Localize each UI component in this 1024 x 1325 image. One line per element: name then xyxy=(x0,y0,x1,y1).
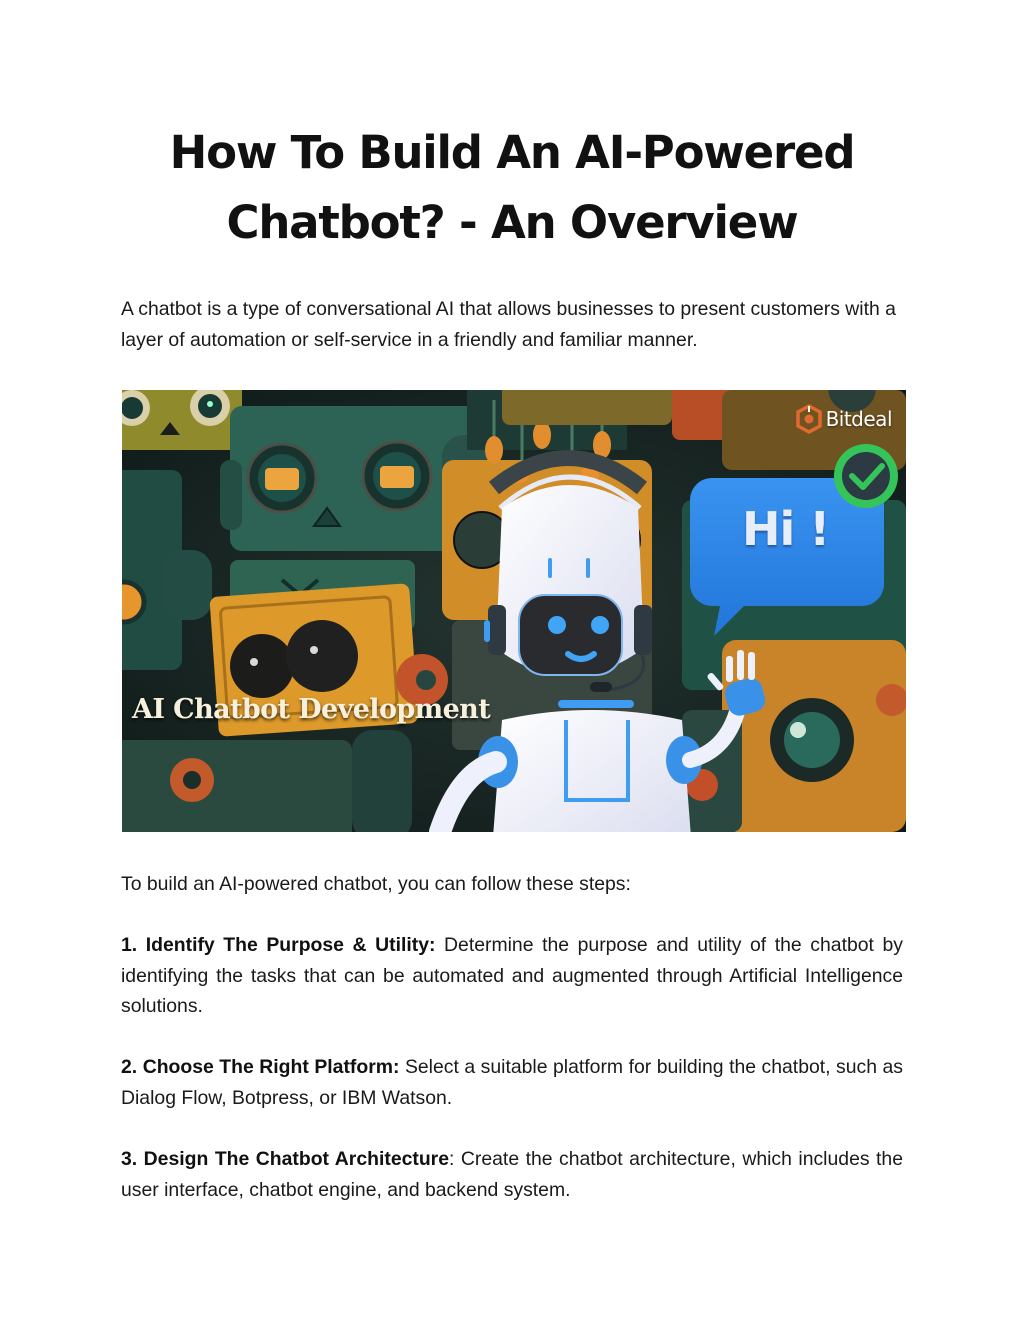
steps-intro: To build an AI-powered chatbot, you can follow these steps: xyxy=(121,873,631,895)
step-3-heading: Design The Chatbot Architecture xyxy=(143,1148,450,1170)
bitdeal-brand xyxy=(796,404,892,434)
step-2 xyxy=(121,1052,903,1113)
step-1-body: Determine the purpose and utility of the chatbot by identifying the tasks that can be automated and augmented through Artificial Intelligence solutions. xyxy=(121,934,903,1017)
step-2-heading: Choose The Right Platform: xyxy=(142,1056,400,1078)
intro-paragraph: A chatbot is a type of conversational AI that allows businesses to present customers with a layer of automation or self-service in a friendly and familiar manner. xyxy=(121,298,896,351)
step-1-heading: Identify The Purpose & Utility: xyxy=(145,934,436,956)
step-3-number: 3. xyxy=(121,1148,138,1170)
title-line-2: Chatbot? - An Overview xyxy=(226,196,798,249)
step-2-body: Select a suitable platform for building the chatbot, such as Dialog Flow, Botpress, or IBM Watson. xyxy=(121,1056,903,1109)
step-1 xyxy=(121,930,903,1022)
step-3-body: : Create the chatbot architecture, which includes the user interface, chatbot engine, and backend system. xyxy=(121,1148,903,1201)
robots-illustration xyxy=(122,390,906,832)
hero-image xyxy=(122,390,906,832)
speech-bubble-text: Hi ! xyxy=(742,502,830,556)
hero-caption: AI Chatbot Development xyxy=(132,694,491,725)
page-title xyxy=(120,118,904,258)
brand-name: Bitdeal xyxy=(825,407,892,431)
title-line-1: How To Build An AI-Powered xyxy=(169,126,855,179)
step-2-number: 2. xyxy=(121,1056,138,1078)
bitdeal-logo-icon xyxy=(796,404,822,434)
step-3 xyxy=(121,1144,903,1205)
step-1-number: 1. xyxy=(121,934,138,956)
